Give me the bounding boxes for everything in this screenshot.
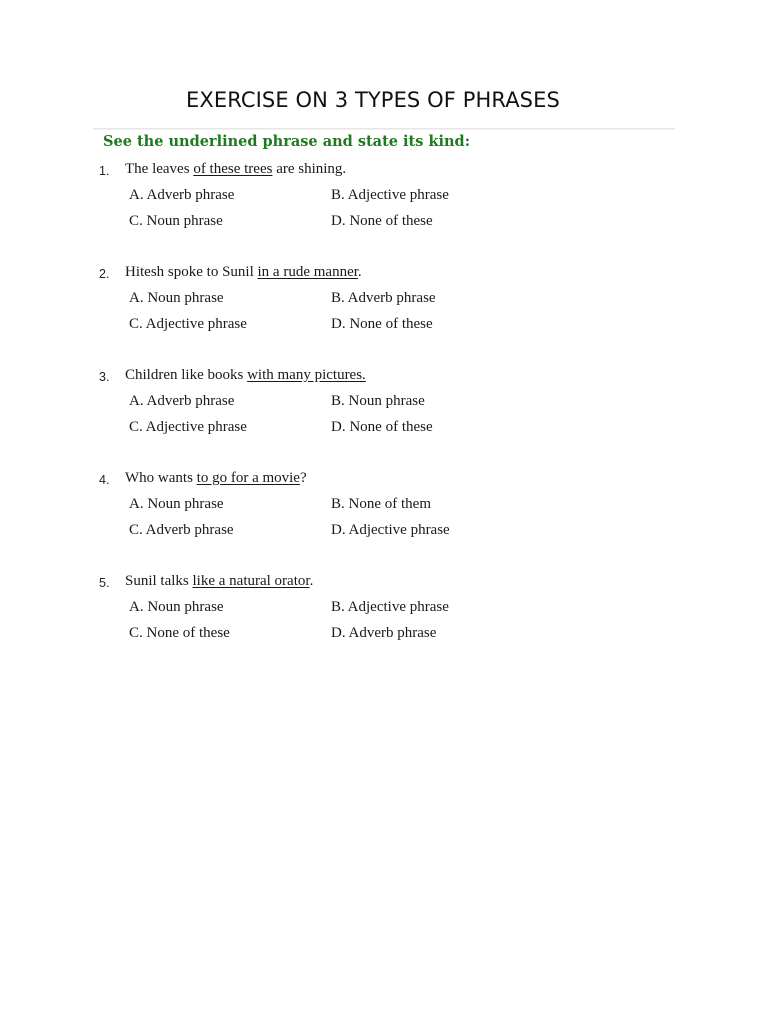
option-b: B. Adjective phrase — [331, 187, 449, 203]
option-c: C. Noun phrase — [129, 213, 223, 229]
question-text-before: Children like books — [125, 367, 248, 383]
question-text — [125, 367, 366, 384]
question-4 — [0, 470, 768, 560]
question-1 — [0, 161, 768, 251]
question-5 — [0, 573, 768, 663]
underlined-phrase: in a rude manner — [257, 264, 358, 280]
question-text — [125, 264, 362, 281]
option-c: C. Adjective phrase — [129, 419, 247, 435]
question-2 — [0, 264, 768, 354]
option-c: C. None of these — [129, 625, 230, 641]
question-text-after: are shining. — [272, 161, 347, 177]
option-d: D. None of these — [331, 213, 433, 229]
page-title: EXERCISE ON 3 TYPES OF PHRASES — [186, 88, 560, 112]
option-a: A. Noun phrase — [129, 290, 224, 306]
option-c: C. Adjective phrase — [129, 316, 247, 332]
option-b: B. None of them — [331, 496, 431, 512]
option-d: D. Adverb phrase — [331, 625, 437, 641]
question-text-after: . — [357, 264, 362, 280]
option-b: B. Adverb phrase — [331, 290, 436, 306]
question-text-after: . — [309, 573, 314, 589]
question-number: 4. — [99, 473, 110, 487]
question-3 — [0, 367, 768, 457]
option-a: A. Noun phrase — [129, 496, 224, 512]
option-b: B. Adjective phrase — [331, 599, 449, 615]
question-text — [125, 161, 346, 178]
question-text-before: The leaves — [125, 161, 194, 177]
underlined-phrase: like a natural orator — [192, 573, 310, 589]
underlined-phrase: of these trees — [193, 161, 273, 177]
question-number: 1. — [99, 164, 110, 178]
question-number: 3. — [99, 370, 110, 384]
question-number: 5. — [99, 576, 110, 590]
option-a: A. Adverb phrase — [129, 393, 235, 409]
question-text-after: ? — [299, 470, 307, 486]
question-number: 2. — [99, 267, 110, 281]
question-text-before: Sunil talks — [125, 573, 193, 589]
question-text — [125, 573, 313, 590]
option-b: B. Noun phrase — [331, 393, 425, 409]
underlined-phrase: to go for a movie — [196, 470, 300, 486]
option-a: A. Adverb phrase — [129, 187, 235, 203]
question-text — [125, 470, 307, 487]
option-d: D. None of these — [331, 419, 433, 435]
underlined-phrase: with many pictures. — [247, 367, 366, 383]
option-d: D. Adjective phrase — [331, 522, 450, 538]
instruction: See the underlined phrase and state its kind: — [103, 133, 471, 150]
question-text-before: Who wants — [125, 470, 197, 486]
option-d: D. None of these — [331, 316, 433, 332]
option-a: A. Noun phrase — [129, 599, 224, 615]
divider — [93, 128, 675, 130]
question-text-before: Hitesh spoke to Sunil — [125, 264, 258, 280]
option-c: C. Adverb phrase — [129, 522, 234, 538]
